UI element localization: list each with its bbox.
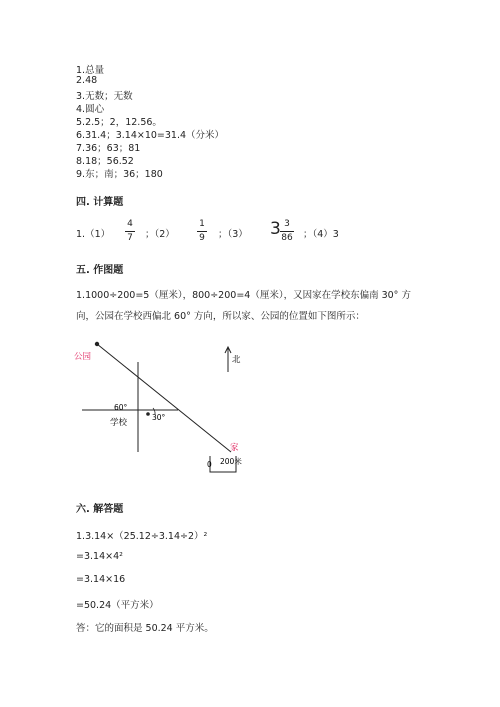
calc-part-4-label: ；（4）3 [303, 229, 339, 240]
answer-1: 1.总量 [76, 65, 105, 76]
fraction-denominator: 86 [281, 233, 293, 243]
school-point [146, 412, 150, 416]
park-label: 公园 [74, 352, 92, 362]
answer-9: 9.东；南；36；180 [76, 169, 163, 180]
drawing-explanation-line-1: 1.1000÷200=5（厘米），800÷200=4（厘米），又因家在学校东偏南 30° 方 [76, 290, 411, 301]
park-point [95, 342, 99, 346]
fraction-denominator: 9 [199, 233, 205, 243]
calc-part-1-label: 1.（1） [76, 229, 111, 240]
mixed-number-fraction [280, 219, 294, 244]
section-6-title: 六. 解答题 [76, 504, 124, 515]
mixed-number-whole: 3 [270, 219, 281, 239]
answer-8: 8.18；56.52 [76, 156, 134, 167]
school-label: 学校 [110, 418, 128, 428]
answer-3: 3.无数；无数 [76, 91, 133, 102]
north-label: 北 [232, 355, 241, 365]
answer-2: 2.48 [76, 75, 98, 86]
scale-length-label: 200米 [220, 457, 242, 466]
scale-zero-label: 0 [207, 460, 212, 469]
section-5-title: 五. 作图题 [76, 265, 124, 276]
calc-part-2-label: ；（2） [145, 229, 175, 240]
fraction-numerator: 3 [284, 219, 290, 229]
solution-line-1: 1.3.14×（25.12÷3.14÷2）² [76, 531, 208, 542]
fraction-numerator: 1 [199, 219, 205, 229]
home-label: 家 [230, 443, 239, 453]
solution-answer: 答：它的面积是 50.24 平方米。 [76, 623, 214, 634]
answer-7: 7.36；63；81 [76, 143, 141, 154]
fraction-1-9 [197, 219, 207, 244]
calc-part-3-label: ；（3） [218, 229, 248, 240]
drawing-explanation-line-2: 向，公园在学校西偏北 60° 方向，所以家、公园的位置如下图所示： [76, 311, 365, 322]
solution-line-3: =3.14×16 [76, 574, 126, 585]
angle-east-label: 30° [152, 413, 166, 422]
solution-line-2: =3.14×4² [76, 551, 123, 562]
answer-4: 4.圆心 [76, 104, 105, 115]
fraction-denominator: 7 [127, 233, 133, 243]
answer-5: 5.2.5；2，12.56。 [76, 117, 162, 128]
fraction-numerator: 4 [127, 219, 133, 229]
angle-west-label: 60° [114, 403, 128, 412]
solution-line-4: =50.24（平方米） [76, 600, 159, 611]
fraction-4-7 [125, 219, 135, 244]
location-diagram [60, 330, 280, 480]
park-home-line [97, 344, 231, 452]
answer-6: 6.31.4；3.14×10=31.4（分米） [76, 130, 225, 141]
section-4-title: 四. 计算题 [76, 197, 124, 208]
